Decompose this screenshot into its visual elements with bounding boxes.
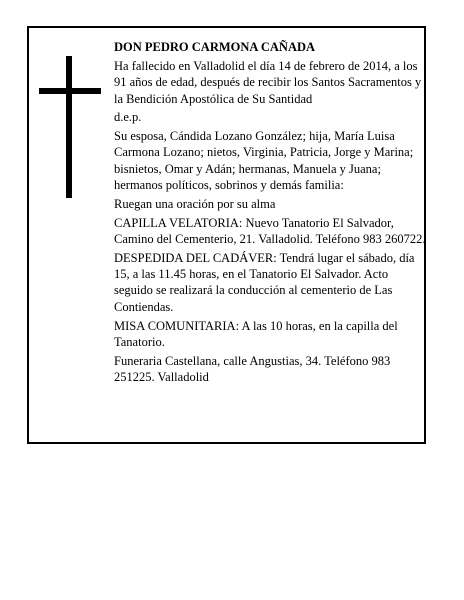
- funeral-home-info: Funeraria Castellana, calle Angustias, 34. Teléfono 983 251225. Valladolid: [114, 353, 391, 385]
- deceased-name: DON PEDRO CARMONA CAÑADA: [114, 40, 316, 54]
- wake-chapel-info: CAPILLA VELATORIA: Nuevo Tanatorio El Salvador, Camino del Cementerio, 21. Valladolid. Teléfono 983 260722.: [114, 215, 426, 246]
- obituary-notice: [27, 26, 426, 444]
- prayer-request: Ruegan una oración por su alma: [114, 196, 276, 211]
- cross-vertical-bar: [66, 56, 72, 198]
- mass-info: MISA COMUNITARIA: A las 10 horas, en la capilla del Tanatorio.: [114, 318, 398, 349]
- farewell-info: DESPEDIDA DEL CADÁVER: Tendrá lugar el sábado, día 15, a las 11.45 horas, en el Tanatorio El Salvador. Acto seguido se realizará la conducción al cementerio de Las Contiendas.: [114, 250, 415, 314]
- rest-in-peace: d.e.p.: [114, 110, 142, 125]
- notice-text: [114, 39, 426, 388]
- death-announcement: Ha fallecido en Valladolid el día 14 de febrero de 2014, a los 91 años de edad, después de recibir los Santos Sacramentos y la Bendición Apostólica de Su Santidad: [114, 58, 422, 106]
- cross-horizontal-bar: [39, 88, 101, 94]
- family-list: Su esposa, Cándida Lozano González; hija, María Luisa Carmona Lozano; nietos, Virginia, Patricia, Jorge y Marina; bisnietos, Omar y Adán; hermanas, Manuela y Juana; hermanos políticos, sobrinos y demás familia:: [114, 128, 414, 193]
- cross-icon: [39, 56, 101, 198]
